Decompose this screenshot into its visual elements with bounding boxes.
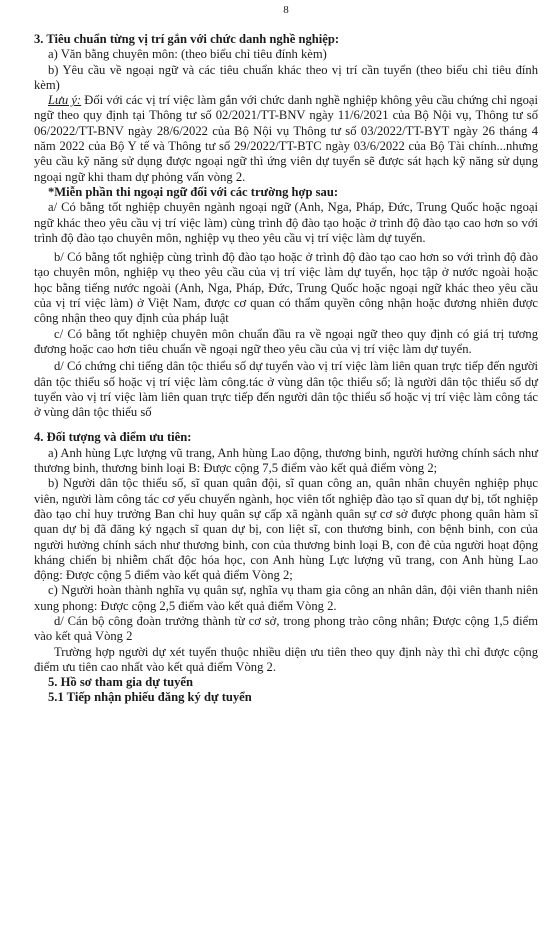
exemption-item-a: a/ Có bằng tốt nghiệp chuyên ngành ngoại ngữ (Anh, Nga, Pháp, Đức, Trung Quốc hoặc ngoại ngữ khác theo yêu cầu vị trí việc làm) cùng trình độ đào tạo hoặc ở trình độ đào tạo cao hơn so với trình độ đào tạo chuyên môn, nghiệp vụ theo yêu cầu vị trí việc làm dự tuyển. (34, 200, 538, 245)
exemption-item-d: d/ Có chứng chỉ tiếng dân tộc thiểu số dự tuyển vào vị trí việc làm liên quan trực tiếp đến người dân tộc thiểu số hoặc vị trí việc làm công.tác ở vùng dân tộc thiểu số; là người dân tộc thiểu số dự tuyển vào vị trí việc làm liên quan trực tiếp đến người dân tộc thiểu số hoặc vị trí việc làm công tác ở vùng dân tộc thiểu số (34, 359, 538, 420)
section-4-item-d: d/ Cán bộ công đoàn trưởng thành từ cơ sở, trong phong trào công nhân; Được cộng 1,5 điểm vào kết quả Vòng 2 (34, 613, 538, 644)
section-3-item-b: b) Yêu cầu về ngoại ngữ và các tiêu chuẩn khác theo vị trí cần tuyển (theo biểu chỉ tiêu đính kèm) (34, 62, 538, 92)
exemption-heading: *Miễn phần thi ngoại ngữ đối với các trường hợp sau: (48, 184, 339, 199)
section-5-heading: 5. Hồ sơ tham gia dự tuyển (48, 675, 194, 690)
section-3-heading: 3. Tiêu chuẩn từng vị trí gắn với chức danh nghề nghiệp: (34, 32, 340, 46)
page-number: 8 (283, 4, 289, 16)
note-text: Đối với các vị trí việc làm gắn với chức danh nghề nghiệp không yêu cầu chứng chỉ ngoại ngữ theo quy định tại Thông tư số 02/2021/TT-BNV ngày 11/6/2021 của Bộ Nội vụ, Thông tư số 06/2022/TT-BNV ngày 28/6/2022 của Bộ Nội vụ Thông tư số 03/2022/TT-BYT ngày 26 tháng 4 năm 2022 của Bộ Y tế và Thông tư số 29/2022/TT-BTC ngày 03/6/2022 của Bộ Tài chính...nhưng yêu cầu kỹ năng sử dụng được ngoại ngữ thì ứng viên dự tuyển sẽ được sát hạch kỹ năng sử dụng ngoại ngữ khi tham dự phỏng vấn vòng 2. (34, 93, 538, 184)
exemption-item-b: b/ Có bằng tốt nghiệp cùng trình độ đào tạo hoặc ở trình độ đào tạo cao hơn so với trình độ đào tạo chuyên môn, nghiệp vụ theo yêu cầu của vị trí việc làm dự tuyển, học tập ở nước ngoài hoặc học bằng tiếng nước ngoài (Anh, Nga, Pháp, Đức, Trung Quốc hoặc ngoại ngữ khác theo yêu cầu của vị trí việc làm) ở Việt Nam, được cơ quan có thẩm quyền công nhận hoặc đương nhiên được công nhận theo quy định của pháp luật (34, 250, 538, 326)
section-4-note: Trường hợp người dự xét tuyển thuộc nhiều diện ưu tiên theo quy định này thì chỉ được cộng điểm ưu tiên cao nhất vào kết quả điểm Vòng 2. (34, 644, 538, 674)
section-5-1-heading: 5.1 Tiếp nhận phiếu đăng ký dự tuyển (48, 690, 252, 705)
section-3-note (34, 93, 538, 185)
note-label: Lưu ý: (48, 93, 82, 108)
section-4-heading: 4. Đối tượng và điểm ưu tiên: (34, 430, 192, 445)
section-3-item-a: a) Văn bằng chuyên môn: (theo biểu chỉ tiêu đính kèm) (48, 47, 327, 62)
section-4-item-c: c) Người hoàn thành nghĩa vụ quân sự, nghĩa vụ tham gia công an nhân dân, đội viên thanh niên xung phong: Được cộng 2,5 điểm vào kết quả điểm Vòng 2. (34, 583, 538, 613)
section-4-item-a: a) Anh hùng Lực lượng vũ trang, Anh hùng Lao động, thương binh, người hưởng chính sách như thương binh, thương binh loại B: Được cộng 7,5 điểm vào kết quả điểm vòng 2; (34, 445, 538, 476)
section-4-item-b: b) Người dân tộc thiểu số, sĩ quan quân đội, sĩ quan công an, quân nhân chuyên nghiệp phục viên, người làm công tác cơ yếu chuyển ngành, học viên tốt nghiệp đào tạo sĩ quan dự bị, tốt nghiệp đào tạo chỉ huy trưởng Ban chỉ huy quân sự cấp xã ngành quân sự cơ sở được phong quân hàm sĩ quan dự bị đã đăng ký ngạch sĩ quan dự bị, con liệt sĩ, con thương binh, con bệnh binh, con của người hưởng chính sách như thương binh, con của thương binh loại B, con đẻ của người hoạt động kháng chiến bị nhiễm chất độc hóa học, con Anh hùng Lực lượng vũ trang, con Anh hùng Lao động: Được cộng 5 điểm vào kết quả điểm Vòng 2; (34, 476, 538, 583)
exemption-item-c: c/ Có bằng tốt nghiệp chuyên môn chuẩn đầu ra về ngoại ngữ theo quy định có giá trị tương đương hoặc cao hơn tiêu chuẩn về ngoại ngữ theo yêu cầu của vị trí việc làm dự tuyển. (34, 326, 538, 356)
